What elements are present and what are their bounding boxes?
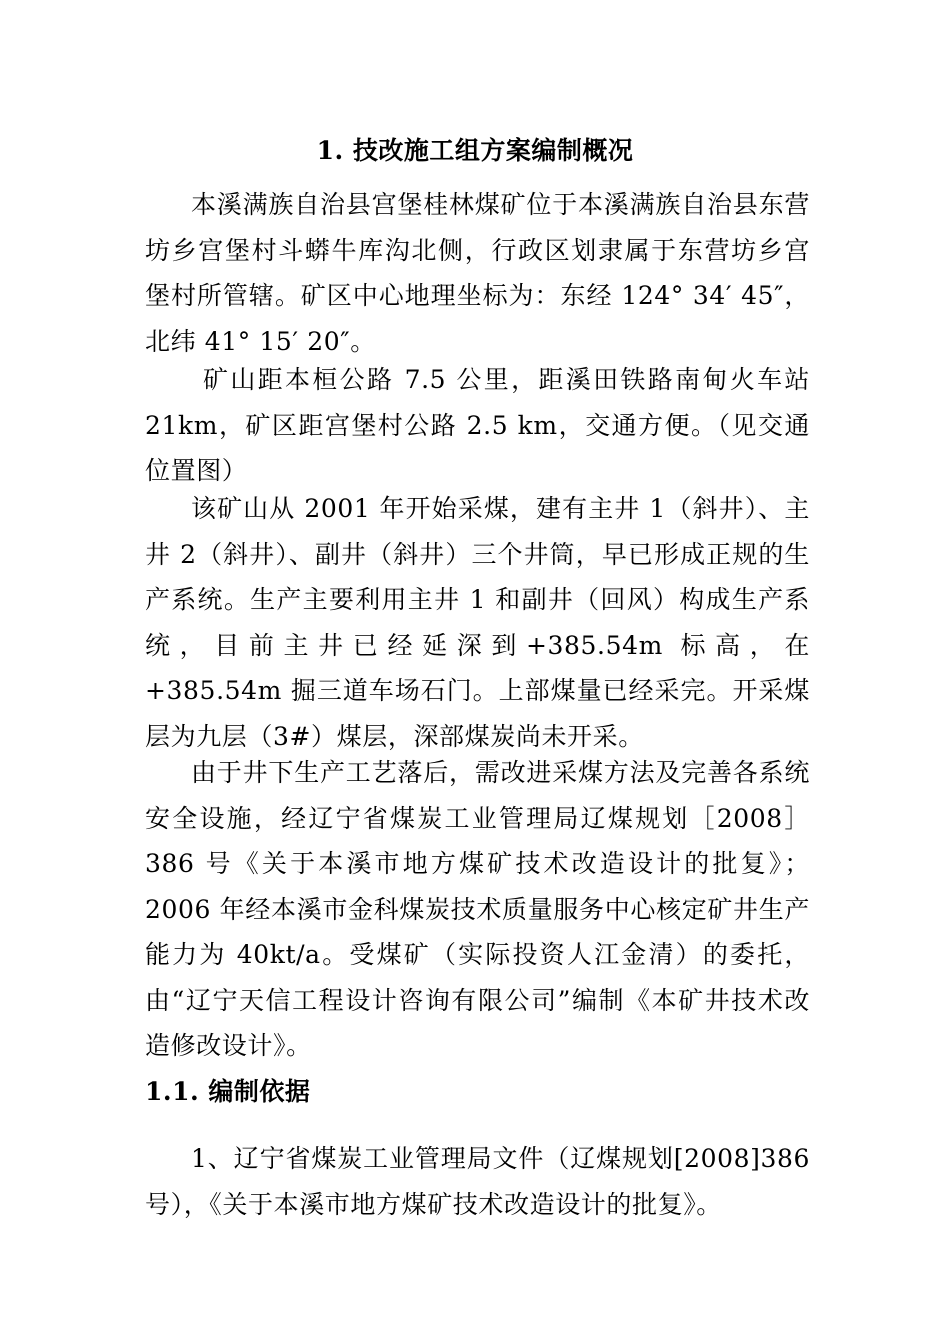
section-heading: 1.1. 编制依据 — [145, 1077, 311, 1106]
page-title: 1. 技改施工组方案编制概况 — [316, 136, 634, 165]
paragraph-renovation-basis: 由于井下生产工艺落后，需改进采煤方法及完善各系统安全设施，经辽宁省煤炭工业管理局辽煤规划［2008］386 号《关于本溪市地方煤矿技术改造设计的批复》；2006 年经本溪市金科煤炭技术质量服务中心核定矿井生产能力为 40kt/a。受煤矿（实际投资人江金清）的委托，由“辽宁天信工程设计咨询有限公司”编制《本矿井技术改造修改设计》。 — [145, 758, 810, 1060]
list-item: 1、辽宁省煤炭工业管理局文件（辽煤规划[2008]386 号），《关于本溪市地方煤矿技术改造设计的批复》。 — [145, 1144, 810, 1219]
paragraph-transport: 矿山距本桓公路 7.5 公里，距溪田铁路南甸火车站 21km，矿区距宫堡村公路 2.5 km，交通方便。（见交通位置图） — [145, 365, 810, 485]
paragraph-mining-history: 该矿山从 2001 年开始采煤，建有主井 1（斜井）、主井 2（斜井）、副井（斜井）三个井筒，早已形成正规的生产系统。生产主要利用主井 1 和副井（回风）构成生产系统，目前主井已经延深到+385.54m 标高，在+385.54m 掘三道车场石门。上部煤量已经采完。开采煤层为九层（3#）煤层，深部煤炭尚未开采。 — [145, 494, 810, 751]
paragraph-location: 本溪满族自治县宫堡桂林煤矿位于本溪满族自治县东营坊乡宫堡村斗蟒牛库沟北侧，行政区划隶属于东营坊乡宫堡村所管辖。矿区中心地理坐标为：东经 124° 34′ 45″，北纬 41° 15′ 20″。 — [145, 190, 810, 356]
